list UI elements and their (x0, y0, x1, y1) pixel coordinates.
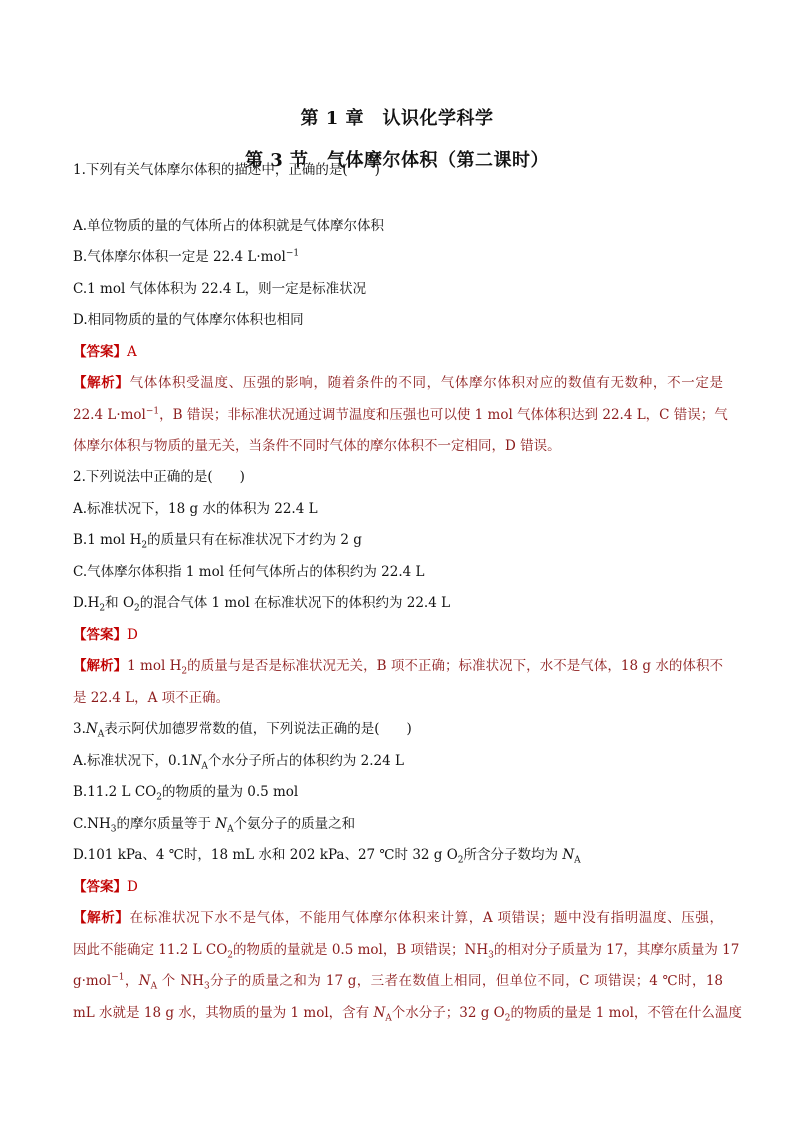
q1-option-a: A.单位物质的量的气体所占的体积就是气体摩尔体积 (73, 218, 385, 234)
q1-explanation-line1: 【解析】气体体积受温度、压强的影响，随着条件的不同，气体摩尔体积对应的数值有无数种，不一定是 (73, 375, 723, 391)
q3-stem: $3.N_A$表示阿伏加德罗常数的值，下列说法正确的是( ) (73, 721, 412, 740)
q1-option-c: C.1 mol 气体体积为 22.4 L，则一定是标准状况 (73, 281, 367, 297)
q3-option-b: B.11.2 L $CO_2$的物质的量为 0.5 mol (73, 784, 299, 803)
q2-option-c: C.气体摩尔体积指 1 mol 任何气体所占的体积约为 22.4 L (73, 564, 425, 580)
q1-option-d: D.相同物质的量的气体摩尔体积也相同 (73, 312, 304, 328)
section-title: 第 3 节 气体摩尔体积（第二课时） (244, 150, 550, 171)
q1-option-b: B.气体摩尔体积一定是 22.4 L·mol$^{-1}$ (73, 248, 300, 265)
q3-option-c: $C.NH_3$的摩尔质量等于 $N_A$个氨分子的质量之和 (73, 816, 356, 835)
q2-answer: 【答案】D (73, 627, 138, 643)
q1-answer: 【答案】A (73, 344, 137, 360)
q2-option-b: B.1 mol $H_2$的质量只有在标准状况下才约为 2 g (73, 532, 362, 551)
q2-stem: 2.下列说法中正确的是( ) (73, 469, 245, 485)
q3-explanation-line1: 【解析】在标准状况下水不是气体，不能用气体摩尔体积来计算，A 项错误；题中没有指明温度、压强， (73, 910, 723, 926)
q2-option-d: $D.H_2$和 $O_2$的混合气体 1 mol 在标准状况下的体积约为 22.4 L (73, 595, 451, 614)
q3-explanation-line4: mL 水就是 18 g 水，其物质的量为 1 mol，含有 $N_A$个水分子；32 g $O_2$的物质的量是 1 mol，不管在什么温度 (73, 1005, 742, 1024)
chapter-title: 第 1 章 认识化学科学 (300, 108, 494, 129)
q1-explanation-line3: 体摩尔体积与物质的量无关，当条件不同时气体的摩尔体积不一定相同，D 错误。 (73, 438, 561, 454)
q3-option-a: A.标准状况下，$0.1N_A$个水分子所占的体积约为 2.24 L (73, 753, 404, 772)
q3-option-d: D.101 kPa、4 ℃时，18 mL 水和 202 kPa、27 ℃时 32 g $O_2$所含分子数均为 $N_A$ (73, 847, 581, 866)
q3-explanation-line2: 因此不能确定 11.2 L $CO_2$的物质的量就是 0.5 mol，B 项错误；$NH_3$的相对分子质量为 17，其摩尔质量为 17 (73, 942, 740, 961)
q2-option-a: A.标准状况下，18 g 水的体积为 22.4 L (73, 501, 318, 517)
q2-explanation-line1: 【解析】1 mol $H_2$的质量与是否是标准状况无关，B 项不正确；标准状况下，水不是气体，18 g 水的体积不 (73, 658, 723, 677)
q3-answer: 【答案】D (73, 879, 138, 895)
q1-stem: 1.下列有关气体摩尔体积的描述中，正确的是( ) (73, 162, 380, 178)
q3-explanation-line3: g·mol$^{-1}$，$N_A$ 个 $NH_3$分子的质量之和为 17 g，三者在数值上相同，但单位不同，C 项错误；4 ℃时，18 (73, 972, 724, 992)
q1-explanation-line2: 22.4 L·mol$^{-1}$，B 错误；非标准状况通过调节温度和压强也可以使 1 mol 气体体积达到 22.4 L，C 错误；气 (73, 406, 728, 423)
q2-explanation-line2: 是 22.4 L，A 项不正确。 (73, 690, 230, 706)
